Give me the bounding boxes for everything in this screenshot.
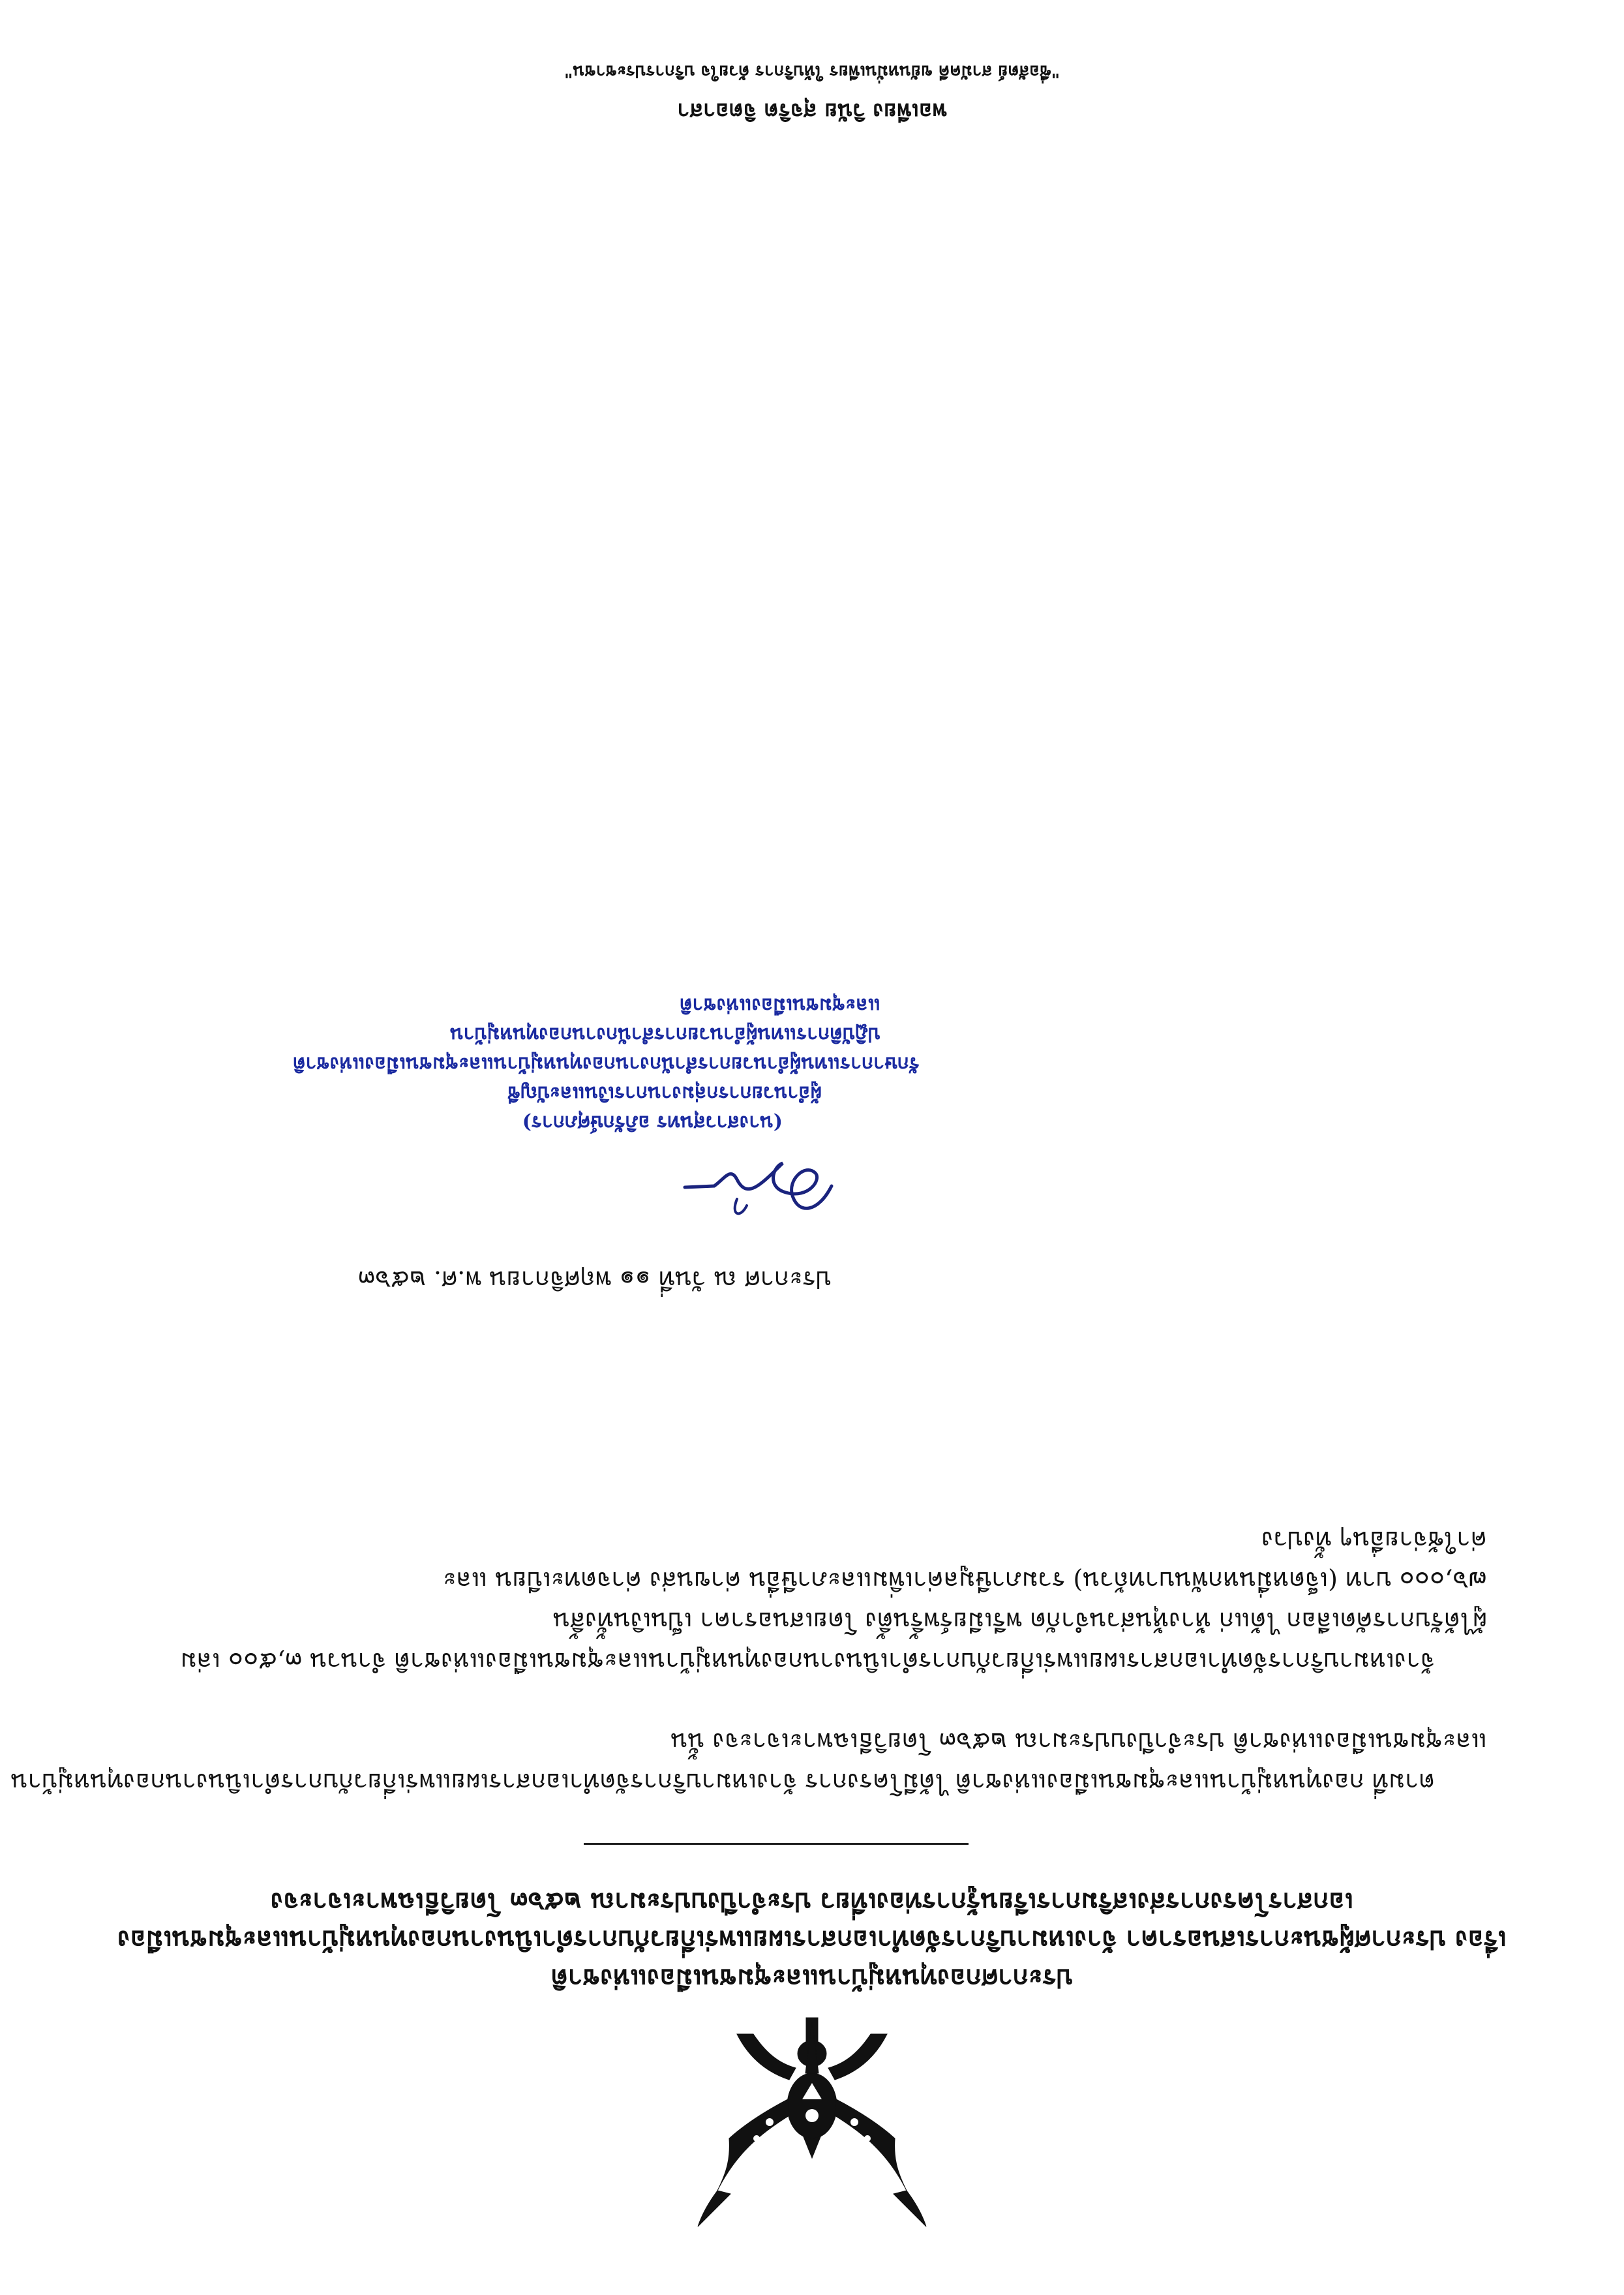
page-footer	[0, 58, 1624, 129]
document-subject	[0, 1883, 1624, 1958]
handwritten-signature	[675, 1147, 845, 1225]
subject-line: เอกสารโครงการส่งเสริมการเรียนรู้การท่องเที่ยว ประจำปีงบประมาณ ๒๕๖๓ โดยวิธีเฉพาะเจาะจง	[270, 1887, 1354, 1917]
title-divider	[584, 1843, 969, 1845]
signatory-position: รักษาการแทนผู้อำนวยการสำนักงานกองทุนหมู่บ้านและชุมชนเมืองแห่งชาติ	[292, 1052, 920, 1075]
subject-line: เรื่อง ประกาศผู้ชนะการเสนอราคา จ้างเหมาบริการจัดทำเอกสารเผยแพร่เกี่ยวกับการดำเนินงานกองทุนหมู่บ้านและชุมชนเมือง	[117, 1924, 1507, 1955]
signatory-position: ผู้อำนวยการกลุ่มงานการเงินและบัญชี	[507, 1082, 822, 1104]
document-title: ประกาศกองทุนหมู่บ้านและชุมชนเมืองแห่งชาติ	[550, 1963, 1074, 1994]
paragraph-line: ค่าใช้จ่ายอื่นๆ ทั้งปวง	[1261, 1526, 1487, 1555]
signatory-position: และชุมชนเมืองแห่งชาติ	[680, 994, 880, 1016]
paragraph-line	[10, 1762, 1487, 1802]
paragraph-line: ๗๖,๐๐๐ บาท (เจ็ดหมื่นหกพันบาทถ้วน) รวมภาษีมูลค่าเพิ่มและภาษีอื่น ค่าขนส่ง ค่าจดทะเบียน และ	[443, 1566, 1487, 1595]
paragraph-line	[130, 1641, 1487, 1682]
footer-slogan: พอเพียง วินัย สุจริต จิตอาสา	[677, 98, 947, 124]
garuda-emblem-icon	[691, 2014, 933, 2230]
announcement-date: ประกาศ ณ วันที่ ๑๑ พฤศจิกายน พ.ศ. ๒๕๖๓	[357, 1266, 832, 1294]
paragraph-text: ตามที่ กองทุนหมู่บ้านและชุมชนเมืองแห่งชาติ ได้มีโครงการ จ้างเหมาบริการจัดทำเอกสารเผยแพร่เกี่ยวกับการดำเนินงานกองทุนหมู่บ้าน	[10, 1768, 1435, 1797]
paragraph-reference	[10, 1722, 1487, 1802]
paragraph-text: จ้างเหมาบริการจัดทำเอกสารเผยแพร่เกี่ยวกับการดำเนินงานกองทุนหมู่บ้านและชุมชนเมืองแห่งชาติ จำนวน ๓,๕๐๐ เล่ม	[180, 1647, 1435, 1676]
paragraph-line: และชุมชนเมืองแห่งชาติ ประจำปีงบประมาณ ๒๕๖๓ โดยวิธีเฉพาะเจาะจง นั้น	[670, 1727, 1487, 1756]
signatory-position: ปฏิบัติการแทนผู้อำนวยการสำนักงานกองทุนหมู่บ้าน	[450, 1023, 880, 1046]
paragraph-award	[130, 1520, 1487, 1682]
footer-motto: "ซื่อสัตย์ สามัคคี ขยันหมั่นเพียร ให้บริการ ด้วยใจ บริการประชาชน"	[564, 61, 1060, 81]
paragraph-line: ผู้ได้รับการคัดเลือก ได้แก่ ห้างหุ้นส่วนจำกัด พรีเมียร์พริ้นติ้ง โดยเสนอราคา เป็นเงินทั้งสิ้น	[552, 1607, 1487, 1635]
signatory-block	[215, 990, 933, 1137]
signatory-name: (นางสาวสุนทร อภิรักษ์ศุภการ)	[522, 1111, 783, 1134]
